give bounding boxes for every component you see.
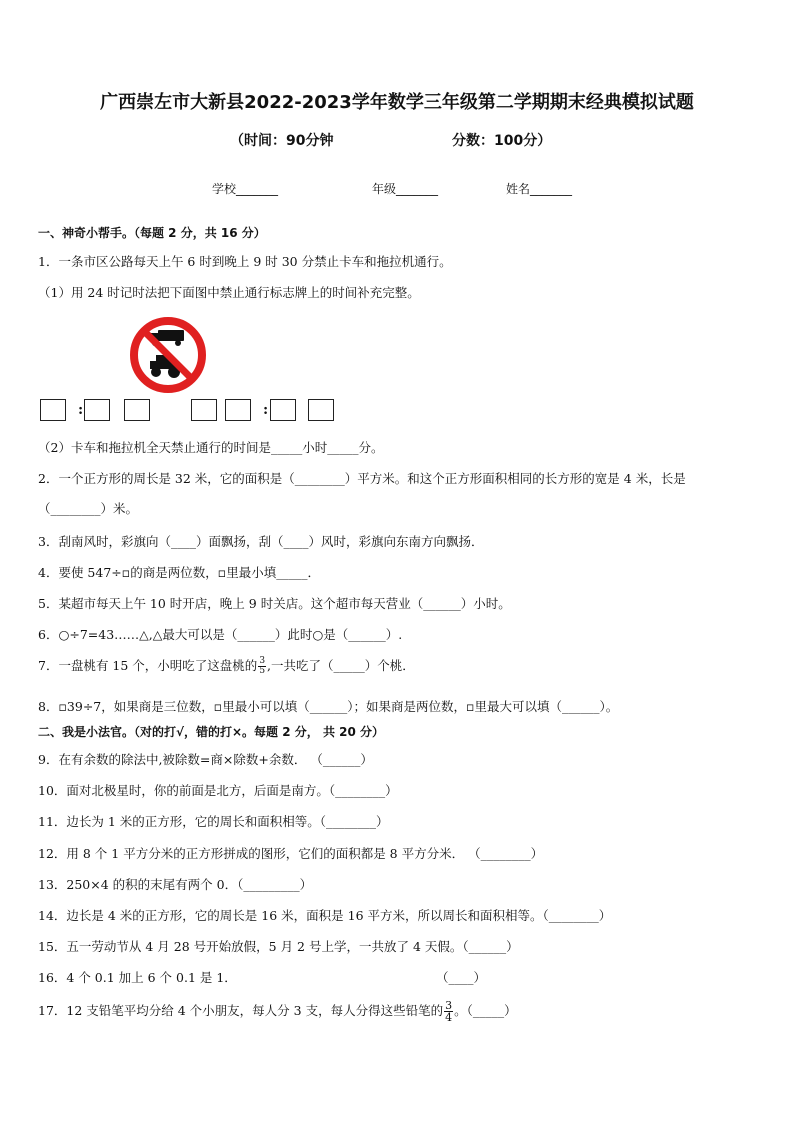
question-10: 10．面对北极星时，你的前面是北方，后面是南方。（________） [38,783,398,798]
question-8: 8．▫39÷7，如果商是三位数，▫里最小可以填（______）；如果商是两位数，▫里最大可以填（______）。 [38,699,619,714]
page-title: 广西崇左市大新县2022-2023学年数学三年级第二学期期末经典模拟试题 [100,92,694,113]
time-boxes [38,399,358,423]
question-3: 3．刮南风时，彩旗向（____）面飘扬，刮（____）风时，彩旗向东南方向飘扬． [38,534,484,549]
question-7 [38,656,415,676]
question-14: 14．边长是 4 米的正方形，它的周长是 16 米，面积是 16 平方米，所以周长和面积相等。（________） [38,908,612,923]
question-7-text-end: ,一共吃了（_____）个桃． [267,658,415,673]
time-box[interactable] [84,399,110,421]
no-truck-tractor-sign-icon [128,315,208,395]
question-5: 5．某超市每天上午 10 时开店，晚上 9 时关店。这个超市每天营业（______）小时。 [38,596,511,611]
question-2-continued: （________）米。 [38,501,139,516]
time-box[interactable] [191,399,217,421]
time-box[interactable] [270,399,296,421]
section-2-heading: 二、我是小法官。（对的打√，错的打×。每题 2 分， 共 20 分） [38,725,384,739]
time-box[interactable] [124,399,150,421]
section-1-heading: 一、神奇小帮手。（每题 2 分，共 16 分） [38,226,266,240]
question-15: 15．五一劳动节从 4 月 28 号开始放假，5 月 2 号上学，一共放了 4 天假。（______） [38,939,519,954]
question-7-text: 7．一盘桃有 15 个，小明吃了这盘桃的 [38,658,258,673]
time-box[interactable] [308,399,334,421]
time-limit: （时间：90分钟 [230,133,334,149]
school-field[interactable]: 学校_______ [212,182,279,196]
question-13: 13．250×4 的积的末尾有两个 0．（_________） [38,877,313,892]
time-colon: : [78,402,84,418]
time-box[interactable] [225,399,251,421]
question-9: 9．在有余数的除法中,被除数=商×除数+余数． （______） [38,752,373,767]
question-1: 1．一条市区公路每天上午 6 时到晚上 9 时 30 分禁止卡车和拖拉机通行。 [38,254,452,269]
name-field[interactable]: 姓名_______ [506,182,573,196]
grade-field[interactable]: 年级_______ [372,182,439,196]
question-17 [38,1000,517,1023]
question-16-blank[interactable]: （____） [436,970,487,985]
time-box[interactable] [40,399,66,421]
question-16: 16．4 个 0.1 加上 6 个 0.1 是 1． [38,970,237,985]
question-17-text-end: 。（_____） [454,1003,517,1018]
question-1-part-1: （1）用 24 时记时法把下面图中禁止通行标志牌上的时间补充完整。 [38,285,420,300]
fraction: $\frac{3}{4}$ [445,999,453,1024]
question-1-part-2: （2）卡车和拖拉机全天禁止通行的时间是_____小时_____分。 [38,440,384,455]
question-6: 6．○÷7=43……△,△最大可以是（______）此时○是（______）. [38,627,403,642]
total-score: 分数：100分） [452,133,552,149]
fraction: $\frac{3}{5}$ [259,656,266,676]
question-17-text: 17．12 支铅笔平均分给 4 个小朋友，每人分 3 支，每人分得这些铅笔的 [38,1003,444,1018]
question-12: 12．用 8 个 1 平方分米的正方形拼成的图形，它们的面积都是 8 平方分米． （________） [38,846,544,861]
time-colon: : [263,402,269,418]
question-4: 4．要使 547÷▫的商是两位数，▫里最小填_____． [38,565,320,580]
question-11: 11．边长为 1 米的正方形，它的周长和面积相等。（________） [38,814,389,829]
question-2: 2．一个正方形的周长是 32 米，它的面积是（________）平方米。和这个正方形面积相同的长方形的宽是 4 米，长是 [38,471,686,486]
